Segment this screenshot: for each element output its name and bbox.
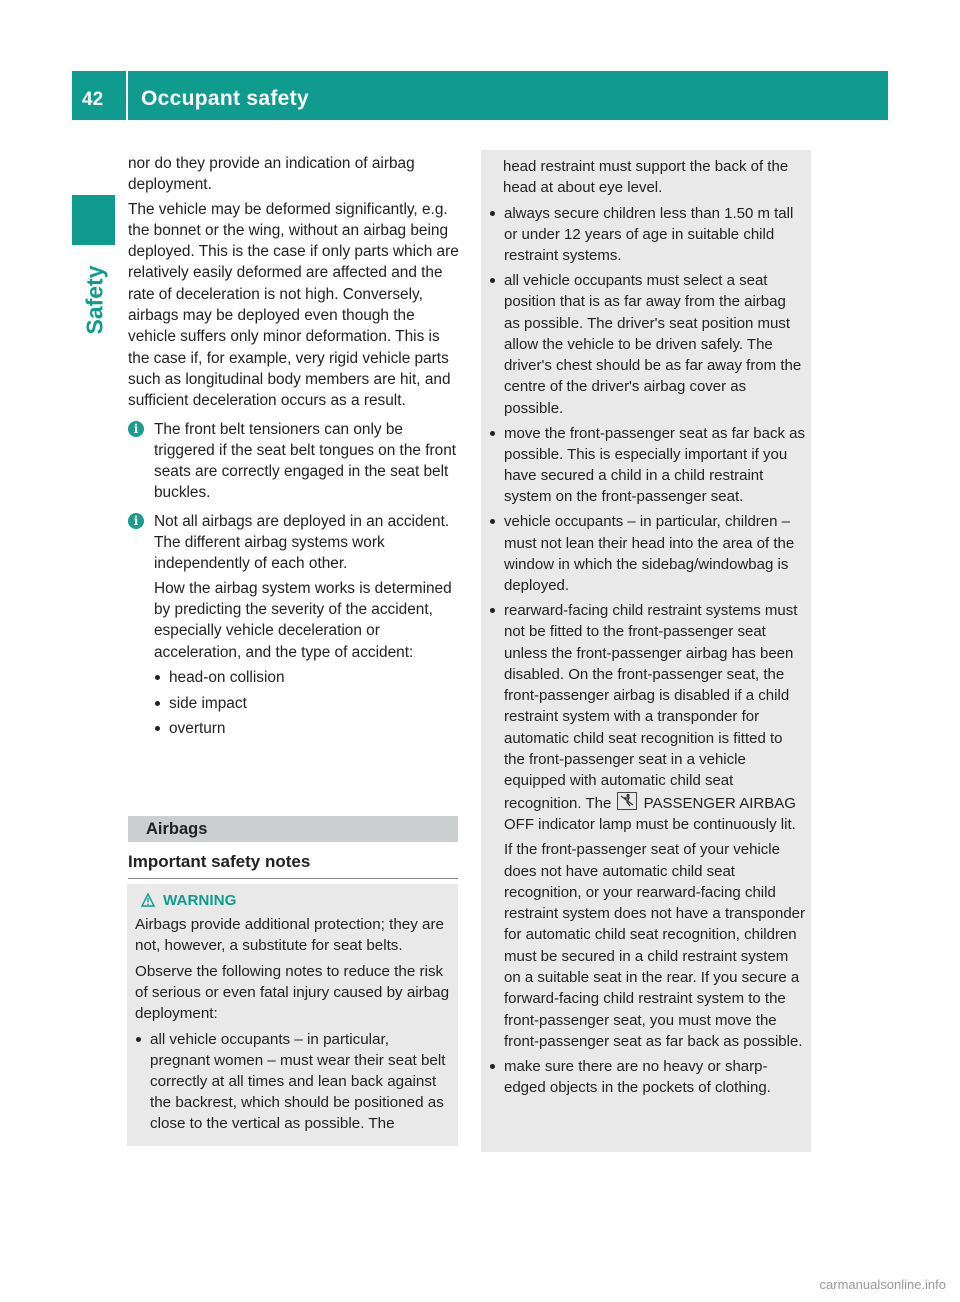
list-item-text: all vehicle occupants must select a seat position that is as far away from the airbag as possible. The driver's seat position must allow the vehicle to be driven safely. The driver's chest should be as far away from the centre of the driver's airbag cover as possible. (504, 271, 802, 417)
left-column (128, 153, 460, 744)
list-item (489, 511, 805, 596)
continuation-text: head restraint must support the back of the head at about eye level. (503, 158, 789, 197)
section-tab-label (80, 256, 110, 344)
info-icon: i (128, 421, 144, 437)
list-item-text: always secure children less than 1.50 m tall or under 12 years of age in suitable child restraint systems. (504, 204, 794, 265)
bullet-icon (490, 278, 495, 283)
list-item-text: head-on collision (169, 668, 285, 686)
section-tab-marker (72, 195, 115, 245)
info-note (128, 511, 460, 740)
list-item (489, 203, 805, 267)
list-item (154, 718, 460, 739)
bullet-icon (155, 701, 160, 706)
list-item (489, 423, 805, 508)
info-icon: i (128, 513, 144, 529)
watermark: carmanualsonline.info (819, 1277, 946, 1292)
bullet-icon (136, 1037, 141, 1042)
warning-triangle-icon (141, 892, 155, 913)
list-item (489, 270, 805, 419)
list-item-text: PASSENGER AIRBAG OFF indicator lamp must be continuously lit. (504, 794, 796, 833)
section-tab-text: Safety (81, 265, 108, 335)
warning-list (135, 1029, 453, 1134)
section-title: Airbags (146, 820, 208, 838)
accident-type-list (154, 667, 460, 740)
list-item (489, 600, 805, 1052)
warning-title (135, 890, 453, 911)
list-item (489, 1056, 805, 1099)
bullet-icon (490, 211, 495, 216)
list-item (135, 1029, 453, 1134)
info-note (128, 419, 460, 504)
bullet-icon (490, 608, 495, 613)
paragraph: nor do they provide an indication of airbag deployment. (128, 155, 415, 194)
header-divider (126, 71, 128, 120)
note-text: How the airbag system works is determined by predicting the severity of the accident, especially vehicle deceleration or acceleration, and the type of accident: (154, 579, 452, 661)
list-item-text: make sure there are no heavy or sharp-edged objects in the pockets of clothing. (504, 1057, 771, 1096)
bullet-icon (155, 675, 160, 680)
list-item (154, 693, 460, 714)
list-item-text: move the front-passenger seat as far back as possible. This is especially important if you have secured a child in a child restraint system on the front-passenger seat. (504, 424, 805, 506)
bullet-icon (490, 1064, 495, 1069)
page-header (72, 71, 888, 120)
bullet-icon (490, 431, 495, 436)
airbag-off-icon (617, 792, 637, 810)
page-number: 42 (82, 89, 104, 110)
list-item-text: rearward-facing child restraint systems must not be fitted to the front-passenger seat unless the front-passenger airbag has been disabled. On the front-passenger seat, the front-passenger airbag is disabled if a child restraint system with a transponder for automatic child seat recognition is fitted to the front-passenger seat in a vehicle equipped with automatic child seat recognition. The (504, 601, 798, 812)
warning-text: Airbags provide additional protection; they are not, however, a substitute for seat belts. (135, 916, 445, 954)
list-item-text: vehicle occupants – in particular, children – must not lean their head into the area of the window in which the sidebag/windowbag is deployed. (504, 513, 795, 595)
list-item-text: all vehicle occupants – in particular, pregnant women – must wear their seat belt correctly at all times and lean back against the backrest, which should be positioned as close to the vertical as possible. The (150, 1031, 446, 1132)
note-text: The front belt tensioners can only be triggered if the seat belt tongues on the front seats are correctly engaged in the seat belt buckles. (154, 420, 457, 502)
page-title: Occupant safety (141, 87, 309, 110)
paragraph: The vehicle may be deformed significantly, e.g. the bonnet or the wing, without an airbag being deployed. This is the case if only parts which are relatively easily deformed are affected and the rate of deceleration is not high. Conversely, airbags may be deployed even though the vehicle suffers only minor deformation. This is the case if, for example, very rigid vehicle parts such as longitudinal body members are hit, and sufficient deceleration occurs as a result. (128, 200, 459, 410)
bullet-icon (155, 726, 160, 731)
list-item-text: overturn (169, 720, 226, 738)
warning-text: Observe the following notes to reduce the risk of serious or even fatal injury caused by airbag deployment: (135, 963, 450, 1022)
warning-continuation-box (481, 150, 811, 1152)
warning-list (489, 203, 805, 1099)
bullet-icon (490, 519, 495, 524)
note-text: Not all airbags are deployed in an accident. The different airbag systems work independently of each other. (154, 512, 450, 573)
section-heading (128, 816, 458, 842)
warning-box (127, 884, 458, 1146)
list-item (154, 667, 460, 688)
list-item-text: If the front-passenger seat of your vehicle does not have automatic child seat recognition, or your rearward-facing child restraint system does not have a transponder for automatic child seat recognition, children must be secured in a child restraint system on a suitable seat in the rear. If you secure a forward-facing child restraint system to the front-passenger seat, you must move the front-passenger seat as far back as possible. (504, 841, 805, 1050)
warning-title-text: WARNING (163, 892, 237, 909)
subsection-heading: Important safety notes (128, 852, 458, 879)
list-item-text: side impact (169, 694, 247, 712)
